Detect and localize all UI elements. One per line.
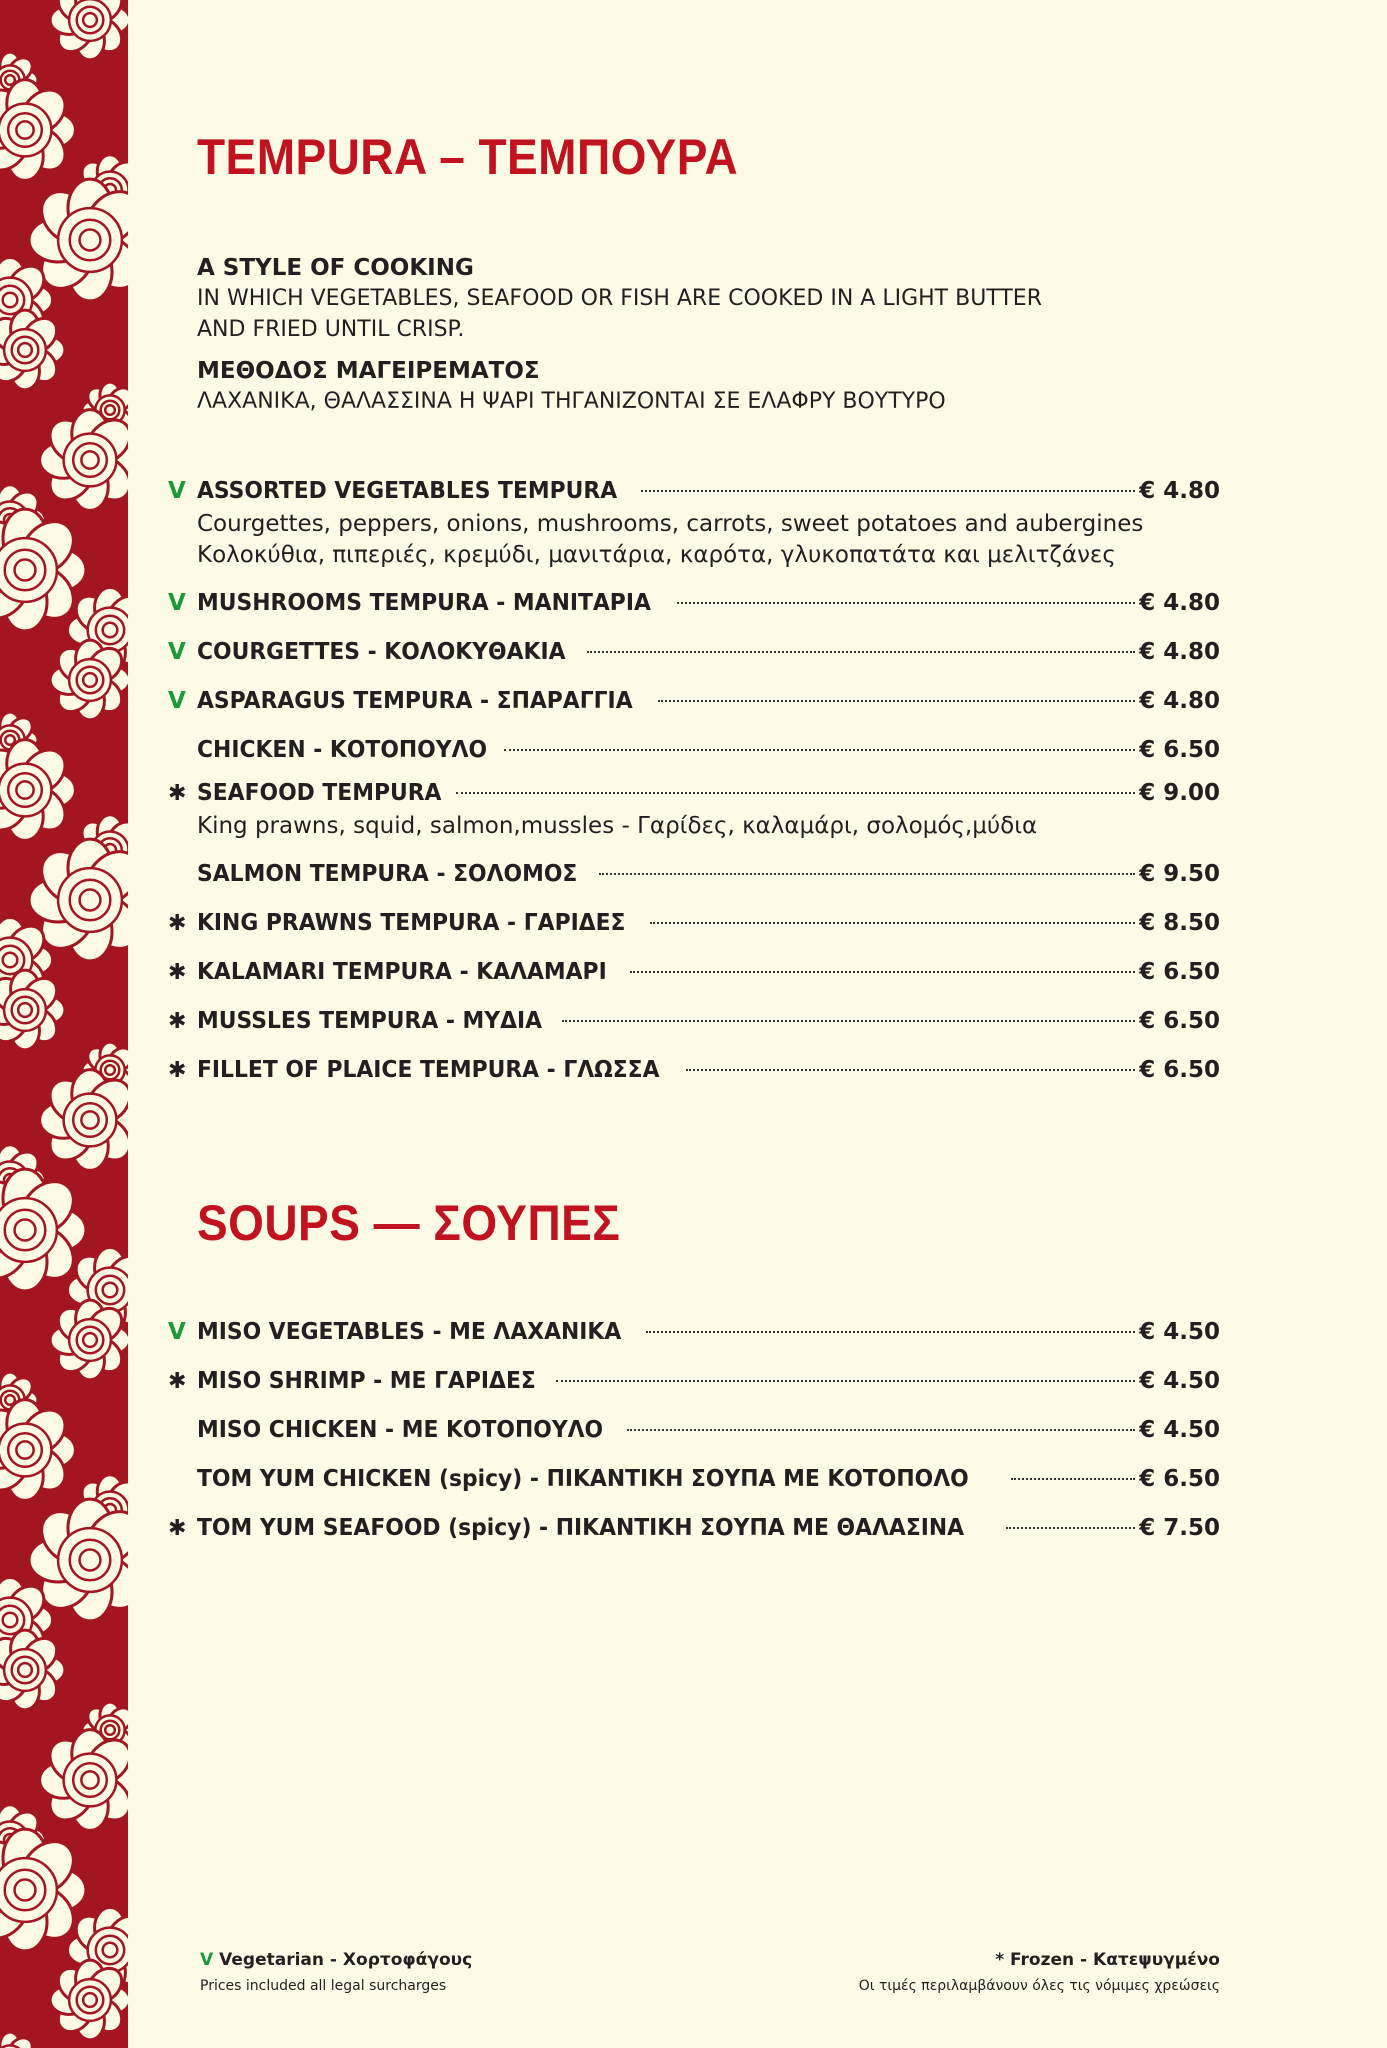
dotted-leader <box>630 971 1135 973</box>
intro-gr-heading: ΜΕΘΟΔΟΣ ΜΑΓΕΙΡΕΜΑΤΟΣ <box>197 358 540 384</box>
menu-item <box>168 997 1220 1046</box>
menu-item <box>168 726 1220 775</box>
menu-item-row <box>168 1357 1220 1406</box>
vegetarian-legend: Vegetarian - Χορτοφάγους <box>219 1950 473 1970</box>
menu-item <box>168 677 1220 726</box>
dotted-leader <box>650 922 1135 924</box>
menu-item-row <box>168 473 1220 509</box>
menu-item-price: € 9.50 <box>1139 861 1220 887</box>
menu-item <box>168 1357 1220 1406</box>
menu-item <box>168 628 1220 677</box>
menu-item <box>168 1046 1220 1095</box>
menu-item-row <box>168 948 1220 997</box>
vegetarian-marker: V <box>168 639 186 665</box>
frozen-marker: ✱ <box>168 960 187 985</box>
footer-left <box>200 1950 472 1994</box>
prices-note-gr: Οι τιμές περιλαμβάνουν όλες τις νόμιμες χρεώσεις <box>858 1978 1220 1994</box>
frozen-marker: ✱ <box>168 1009 187 1034</box>
menu-item-price: € 7.50 <box>1139 1515 1220 1541</box>
menu-item-row <box>168 1504 1220 1553</box>
menu-item-price: € 4.50 <box>1139 1319 1220 1345</box>
intro-en-body: IN WHICH VEGETABLES, SEAFOOD OR FISH ARE COOKED IN A LIGHT BUTTER AND FRIED UNTIL CRISP. <box>197 286 1042 342</box>
menu-item-name: ASPARAGUS TEMPURA - ΣΠΑΡΑΓΓΙΑ <box>197 688 633 714</box>
menu-item-name: FILLET OF PLAICE TEMPURA - ΓΛΩΣΣΑ <box>197 1057 660 1083</box>
menu-item <box>168 579 1220 628</box>
menu-item-name: SEAFOOD TEMPURA <box>197 780 442 806</box>
frozen-marker: ✱ <box>168 1058 187 1083</box>
menu-item-row <box>168 1406 1220 1455</box>
menu-item-price: € 4.80 <box>1139 590 1220 616</box>
vegetarian-marker: V <box>168 478 186 504</box>
menu-item-name: MISO VEGETABLES - ΜΕ ΛΑΧΑΝΙΚΑ <box>197 1319 622 1345</box>
dotted-leader <box>641 490 1135 492</box>
dotted-leader <box>587 651 1135 653</box>
tempura-title: TEMPURA – ΤΕΜΠΟΥΡΑ <box>197 129 739 185</box>
menu-item-price: € 4.80 <box>1139 688 1220 714</box>
intro-gr-body: ΛΑΧΑΝΙΚΑ, ΘΑΛΑΣΣΙΝΑ Η ΨΑΡΙ ΤΗΓΑΝΙΖΟΝΤΑΙ ΣΕ ΕΛΑΦΡΥ ΒΟΥΤΥΡΟ <box>197 389 946 414</box>
menu-item-row <box>168 677 1220 726</box>
menu-item <box>168 948 1220 997</box>
menu-item-price: € 6.50 <box>1139 1466 1220 1492</box>
menu-item-price: € 9.00 <box>1139 780 1220 806</box>
frozen-marker: ✱ <box>168 1516 187 1541</box>
menu-item-row <box>168 1308 1220 1357</box>
menu-item-name: COURGETTES - ΚΟΛΟΚΥΘΑΚΙΑ <box>197 639 566 665</box>
menu-item-description: King prawns, squid, salmon,mussles - Γαρίδες, καλαμάρι, σολομός,μύδια <box>197 813 1038 839</box>
menu-item <box>168 850 1220 899</box>
menu-item-price: € 6.50 <box>1139 1008 1220 1034</box>
menu-item-price: € 6.50 <box>1139 959 1220 985</box>
menu-item-name: SALMON TEMPURA - ΣΟΛΟΜΟΣ <box>197 861 578 887</box>
menu-item-name: MISO SHRIMP - ΜΕ ΓΑΡΙΔΕΣ <box>197 1368 536 1394</box>
dotted-leader <box>1011 1478 1135 1480</box>
dotted-leader <box>627 1429 1136 1431</box>
prices-note-en: Prices included all legal surcharges <box>200 1978 447 1994</box>
menu-item-row <box>168 775 1220 811</box>
menu-item-price: € 4.50 <box>1139 1417 1220 1443</box>
menu-item-price: € 8.50 <box>1139 910 1220 936</box>
menu-item-name: ASSORTED VEGETABLES TEMPURA <box>197 478 618 504</box>
menu-item-name: MUSHROOMS TEMPURA - ΜΑΝΙΤΑΡΙΑ <box>197 590 651 616</box>
dotted-leader <box>1006 1527 1135 1529</box>
soups-menu-list <box>168 1308 1220 1553</box>
dotted-leader <box>686 1069 1135 1071</box>
menu-item-price: € 6.50 <box>1139 1057 1220 1083</box>
vegetarian-marker: V <box>168 688 186 714</box>
menu-item-row <box>168 628 1220 677</box>
menu-item-name: KALAMARI TEMPURA - ΚΑΛΑΜΑΡΙ <box>197 959 607 985</box>
frozen-marker: ✱ <box>168 781 187 806</box>
menu-item-row <box>168 997 1220 1046</box>
dotted-leader <box>556 1380 1136 1382</box>
frozen-marker: ✱ <box>168 911 187 936</box>
vegetarian-marker: V <box>168 590 186 616</box>
menu-item-name: MUSSLES TEMPURA - ΜΥΔΙΑ <box>197 1008 543 1034</box>
menu-item-row <box>168 579 1220 628</box>
tempura-menu-list <box>168 473 1220 1095</box>
menu-item-row <box>168 726 1220 775</box>
menu-item <box>168 1406 1220 1455</box>
menu-item-price: € 6.50 <box>1139 737 1220 763</box>
menu-item <box>168 775 1220 850</box>
menu-item <box>168 1455 1220 1504</box>
frozen-marker: ✱ <box>168 1369 187 1394</box>
menu-item-row <box>168 850 1220 899</box>
menu-item <box>168 1308 1220 1357</box>
dotted-leader <box>599 873 1135 875</box>
menu-item-name: CHICKEN - ΚΟΤΟΠΟΥΛΟ <box>197 737 488 763</box>
vegetarian-marker: V <box>168 1319 186 1345</box>
dotted-leader <box>677 602 1135 604</box>
menu-item-name: MISO CHICKEN - ΜΕ ΚΟΤΟΠΟΥΛΟ <box>197 1417 604 1443</box>
menu-item <box>168 899 1220 948</box>
menu-item-description: Courgettes, peppers, onions, mushrooms, carrots, sweet potatoes and aubergines Κολοκύθια, πιπεριές, κρεμύδι, μανιτάρια, καρότα, γλυκοπατάτα και μελιτζάνες <box>197 511 1144 568</box>
menu-item-price: € 4.80 <box>1139 478 1220 504</box>
menu-item-row <box>168 899 1220 948</box>
intro-en-heading: A STYLE OF COOKING <box>197 255 474 281</box>
menu-item-name: TOM YUM CHICKEN (spicy) - ΠΙΚΑΝΤΙΚΗ ΣΟΥΠΑ ΜΕ ΚΟΤΟΠΟΛΟ <box>197 1466 969 1492</box>
dotted-leader <box>646 1331 1136 1333</box>
menu-item-price: € 4.50 <box>1139 1368 1220 1394</box>
menu-item-name: KING PRAWNS TEMPURA - ΓΑΡΙΔΕΣ <box>197 910 626 936</box>
vegetarian-marker: V <box>200 1950 214 1970</box>
menu-item-name: TOM YUM SEAFOOD (spicy) - ΠΙΚΑΝΤΙΚΗ ΣΟΥΠΑ ΜΕ ΘΑΛΑΣΙΝΑ <box>197 1515 965 1541</box>
menu-item <box>168 1504 1220 1553</box>
frozen-legend: * Frozen - Κατεψυγμένο <box>995 1950 1220 1970</box>
dotted-leader <box>456 792 1135 794</box>
footer-right <box>859 1950 1220 1994</box>
menu-item-price: € 4.80 <box>1139 639 1220 665</box>
soups-title: SOUPS — ΣΟΥΠΕΣ <box>197 1195 621 1251</box>
menu-item-row <box>168 1046 1220 1095</box>
dotted-leader <box>562 1020 1135 1022</box>
menu-item-row <box>168 1455 1220 1504</box>
dotted-leader <box>658 700 1136 702</box>
dotted-leader <box>504 749 1135 751</box>
tempura-intro <box>197 253 1097 417</box>
menu-item <box>168 473 1220 579</box>
